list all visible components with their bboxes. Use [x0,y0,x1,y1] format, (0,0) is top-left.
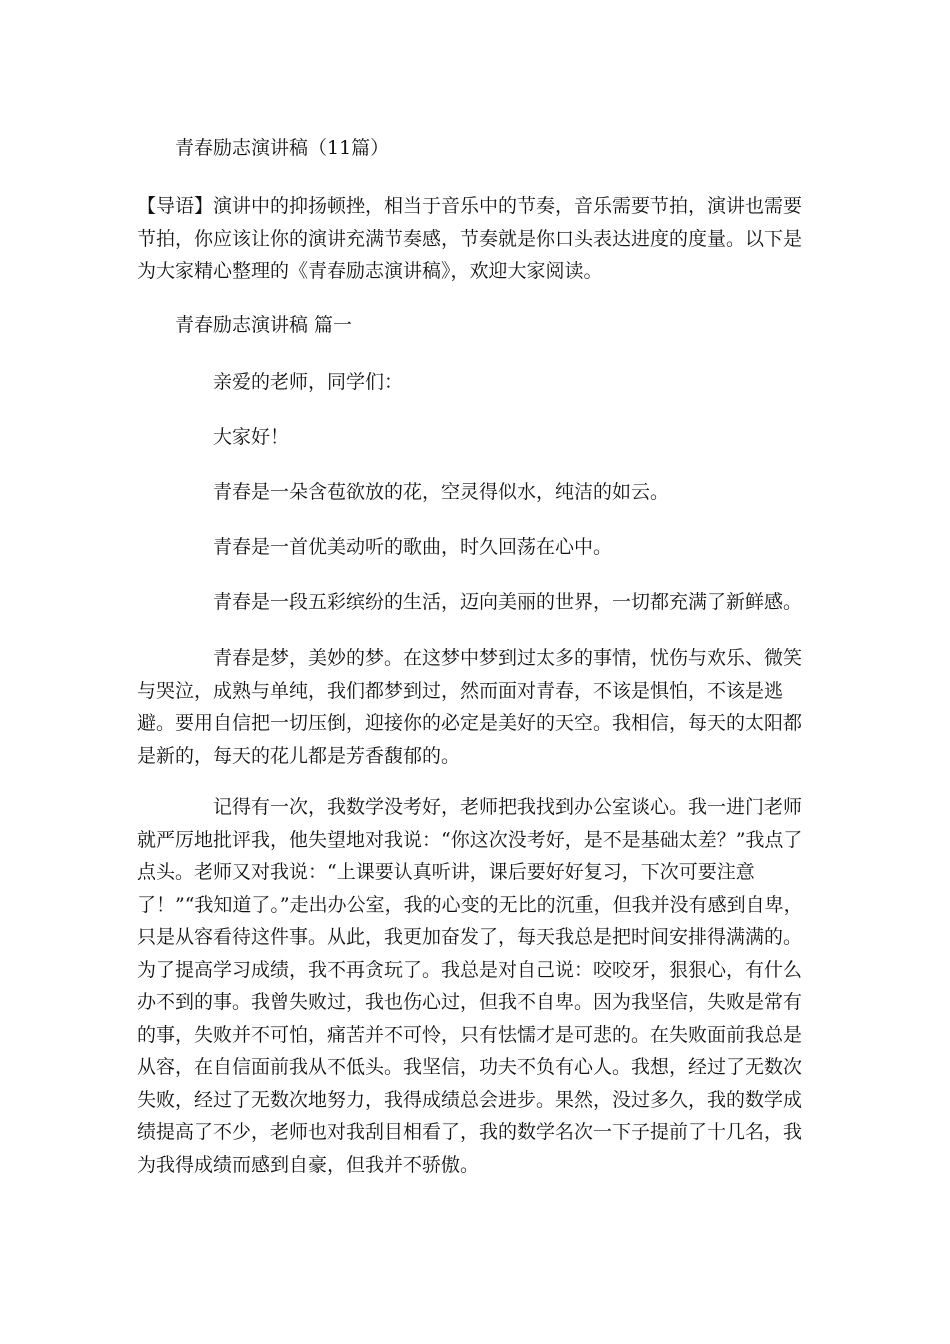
dream-paragraph: 青春是梦，美妙的梦。在这梦中梦到过太多的事情，忧伤与欢乐、微笑与哭泣，成熟与单纯，我们都梦到过，然而面对青春，不该是惧怕，不该是逃避。要用自信把一切压倒，迎接你的必定是美好的天空。我相信，每天的太阳都是新的，每天的花儿都是芳香馥郁的。 [137,647,803,767]
paragraph-line-3: 青春是一段五彩缤纷的生活，迈向美丽的世界，一切都充满了新鲜感。 [213,591,803,613]
salutation: 亲爱的老师，同学们： [213,371,404,393]
section-heading: 青春励志演讲稿 篇一 [175,314,353,336]
intro-paragraph: 【导语】演讲中的抑扬顿挫，相当于音乐中的节奏，音乐需要节拍，演讲也需要节拍，你应该让你的演讲充满节奏感，节奏就是你口头表达进度的度量。以下是为大家精心整理的《青春励志演讲稿》，欢迎大家阅读。 [137,195,803,282]
document-title: 青春励志演讲稿（11篇） [175,137,390,159]
story-paragraph: 记得有一次，我数学没考好，老师把我找到办公室谈心。我一进门老师就严厉地批评我，他失望地对我说：“你这次没考好，是不是基础太差？”我点了点头。老师又对我说：“上课要认真听讲，课后要好好复习，下次可要注意了！”“我知道了。”走出办公室，我的心变的无比的沉重，但我并没有感到自卑，只是从容看待这件事。从此，我更加奋发了，每天我总是把时间安排得满满的。为了提高学习成绩，我不再贪玩了。我总是对自己说：咬咬牙，狠狠心，有什么办不到的事。我曾失败过，我也伤心过，但我不自卑。因为我坚信，失败是常有的事，失败并不可怕，痛苦并不可怜，只有怯懦才是可悲的。在失败面前我总是从容，在自信面前我从不低头。我坚信，功夫不负有心人。我想，经过了无数次失败，经过了无数次地努力，我得成绩总会进步。果然，没过多久，我的数学成绩提高了不少，老师也对我刮目相看了，我的数学名次一下子提前了十几名，我为我得成绩而感到自豪，但我并不骄傲。 [137,796,803,1176]
greeting-line: 大家好！ [213,426,290,448]
paragraph-line-1: 青春是一朵含苞欲放的花，空灵得似水，纯洁的如云。 [213,481,670,503]
paragraph-line-2: 青春是一首优美动听的歌曲，时久回荡在心中。 [213,536,613,558]
